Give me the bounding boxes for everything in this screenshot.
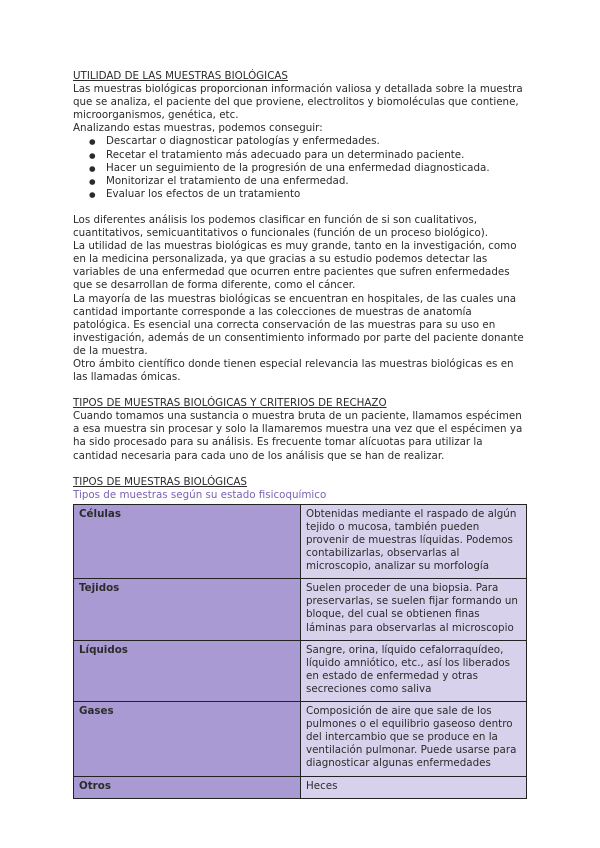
sample-type-cell: Líquidos bbox=[74, 640, 301, 701]
specimen-paragraph: Cuando tomamos una sustancia o muestra bruta de un paciente, llamamos espécimen a esa muestra sin procesar y solo la llamaremos muestra una vez que el espécimen ya ha sido procesado para su análisis. Es frecuente tomar alícuotas para utilizar la cantidad necesaria para cada uno de los análisis que se han de realizar. bbox=[73, 410, 523, 462]
list-item: ● Monitorizar el tratamiento de una enfermedad. bbox=[106, 175, 528, 188]
section-utilidad-title: UTILIDAD DE LAS MUESTRAS BIOLÓGICAS bbox=[73, 70, 288, 82]
table-subtitle: Tipos de muestras según su estado fisicoquímico bbox=[73, 488, 327, 501]
table-row bbox=[74, 702, 527, 776]
utility-paragraph: La utilidad de las muestras biológicas es muy grande, tanto en la investigación, como en la medicina personalizada, ya que gracias a su estudio podemos detectar las variables de una enfermedad que ocurren entre pacientes que sufren enfermedades que se desarrollan de forma diferente, como el cáncer. bbox=[73, 240, 517, 292]
list-item: ● Evaluar los efectos de un tratamiento bbox=[106, 188, 528, 201]
hospitals-paragraph: La mayoría de las muestras biológicas se encuentran en hospitales, de las cuales una cantidad importante corresponde a las colecciones de muestras de anatomía patológica. Es esencial una correcta conservación de las muestras para su uso en investigación, además de un consentimiento informado por parte del paciente donante de la muestra. bbox=[73, 292, 524, 357]
sample-desc-cell: Heces bbox=[301, 776, 527, 798]
intro-paragraph: Las muestras biológicas proporcionan información valiosa y detallada sobre la muestra que se analiza, el paciente del que proviene, electrolitos y biomoléculas que contiene, microorganismos, genética, etc. bbox=[73, 83, 523, 122]
list-item: ● Recetar el tratamiento más adecuado para un determinado paciente. bbox=[106, 149, 528, 162]
table-row bbox=[74, 504, 527, 578]
sample-type-cell: Tejidos bbox=[74, 579, 301, 640]
list-item: ● Descartar o diagnosticar patologías y enfermedades. bbox=[106, 135, 528, 148]
sample-desc-cell: Suelen proceder de una biopsia. Para preservarlas, se suelen fijar formando un bloque, del cual se obtienen finas láminas para observarlas al microscopio bbox=[301, 579, 527, 640]
table-row bbox=[74, 579, 527, 640]
benefits-list bbox=[73, 135, 528, 200]
sample-desc-cell: Sangre, orina, líquido cefalorraquídeo, líquido amniótico, etc., así los liberados en estado de enfermedad y otras secreciones como saliva bbox=[301, 640, 527, 701]
classification-paragraph: Los diferentes análisis los podemos clasificar en función de si son cualitativos, cuantitativos, semicuantitativos o funcionales (función de un proceso biológico). bbox=[73, 213, 489, 240]
sample-type-cell: Gases bbox=[74, 702, 301, 776]
section-rechazo-title: TIPOS DE MUESTRAS BIOLÓGICAS Y CRITERIOS DE RECHAZO bbox=[73, 397, 387, 410]
table-row bbox=[74, 776, 527, 798]
sample-desc-cell: Obtenidas mediante el raspado de algún tejido o mucosa, también pueden provenir de muestras líquidas. Podemos contabilizarlas, observarlas al microscopio, analizar su morfología bbox=[301, 504, 527, 578]
sample-type-cell: Células bbox=[74, 504, 301, 578]
table-row bbox=[74, 640, 527, 701]
document-content bbox=[73, 70, 528, 799]
list-item: ● Hacer un seguimiento de la progresión de una enfermedad diagnosticada. bbox=[106, 162, 528, 175]
section-tipos-title: TIPOS DE MUESTRAS BIOLÓGICAS bbox=[73, 475, 247, 488]
lead-paragraph: Analizando estas muestras, podemos conseguir: bbox=[73, 122, 323, 135]
sample-type-cell: Otros bbox=[74, 776, 301, 798]
omics-paragraph: Otro ámbito científico donde tienen especial relevancia las muestras biológicas es en las llamadas ómicas. bbox=[73, 357, 514, 384]
sample-types-table bbox=[73, 504, 527, 799]
sample-desc-cell: Composición de aire que sale de los pulmones o el equilibrio gaseoso dentro del intercambio que se produce en la ventilación pulmonar. Puede usarse para diagnosticar algunas enfermedades bbox=[301, 702, 527, 776]
